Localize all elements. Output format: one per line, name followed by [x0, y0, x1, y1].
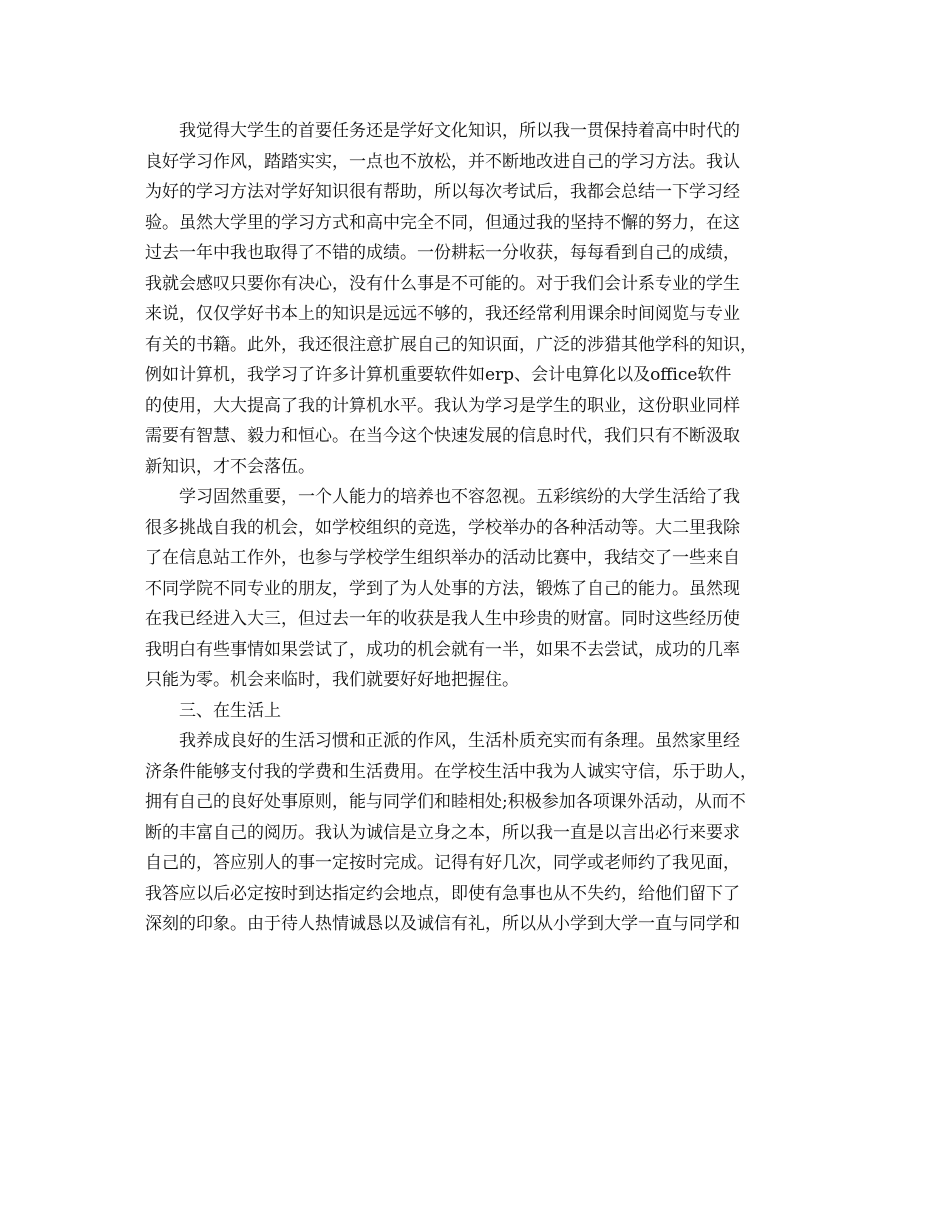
- paragraph-line: 为好的学习方法对学好知识很有帮助，所以每次考试后，我都会总结一下学习经: [145, 182, 740, 202]
- paragraph-line: 只能为零。机会来临时，我们就要好好地把握住。: [145, 670, 519, 690]
- paragraph-line: 的使用，大大提高了我的计算机水平。我认为学习是学生的职业，这份职业同样: [145, 395, 740, 416]
- paragraph-line: 验。虽然大学里的学习方式和高中完全不同，但通过我的坚持不懈的努力，在这: [145, 212, 740, 233]
- paragraph-line: 有关的书籍。此外，我还很注意扩展自己的知识面，广泛的涉猎其他学科的知识，: [145, 334, 757, 355]
- paragraph-line: 我就会感叹只要你有决心，没有什么事是不可能的。对于我们会计系专业的学生: [145, 273, 740, 294]
- paragraph-line: 很多挑战自我的机会，如学校组织的竞选，学校举办的各种活动等。大二里我除: [145, 517, 740, 538]
- paragraph-line: 我养成良好的生活习惯和正派的作风，生活朴质充实而有条理。虽然家里经: [179, 731, 740, 751]
- paragraph-line: 深刻的印象。由于待人热情诚恳以及诚信有礼，所以从小学到大学一直与同学和: [145, 914, 740, 934]
- paragraph-line: 我觉得大学生的首要任务还是学好文化知识，所以我一贯保持着高中时代的: [179, 121, 740, 141]
- paragraph-line: 学习固然重要，一个人能力的培养也不容忽视。五彩缤纷的大学生活给了我: [179, 487, 740, 507]
- section-heading: 三、在生活上: [179, 700, 281, 721]
- paragraph-line: 例如计算机，我学习了许多计算机重要软件如erp、会计电算化以及office软件: [145, 365, 732, 385]
- paragraph-line: 济条件能够支付我的学费和生活费用。在学校生活中我为人诚实守信，乐于助人，: [145, 761, 757, 782]
- paragraph-line: 在我已经进入大三，但过去一年的收获是我人生中珍贵的财富。同时这些经历使: [145, 609, 740, 629]
- paragraph-line: 断的丰富自己的阅历。我认为诚信是立身之本，所以我一直是以言出必行来要求: [145, 822, 740, 843]
- paragraph-line: 来说，仅仅学好书本上的知识是远远不够的，我还经常利用课余时间阅览与专业: [145, 304, 740, 324]
- paragraph-line: 需要有智慧、毅力和恒心。在当今这个快速发展的信息时代，我们只有不断汲取: [145, 426, 740, 446]
- paragraph-line: 自己的，答应别人的事一定按时完成。记得有好几次，同学或老师约了我见面，: [145, 853, 740, 873]
- paragraph-line: 过去一年中我也取得了不错的成绩。一份耕耘一分收获，每每看到自己的成绩，: [145, 243, 740, 263]
- paragraph-line: 不同学院不同专业的朋友，学到了为人处事的方法，锻炼了自己的能力。虽然现: [145, 578, 740, 599]
- paragraph-line: 拥有自己的良好处事原则，能与同学们和睦相处;积极参加各项课外活动，从而不: [145, 792, 746, 812]
- body-text: [145, 116, 805, 940]
- paragraph-line: 新知识，才不会落伍。: [145, 456, 315, 477]
- paragraph-line: 我明白有些事情如果尝试了，成功的机会就有一半，如果不去尝试，成功的几率: [145, 639, 740, 660]
- paragraph-line: 我答应以后必定按时到达指定约会地点，即使有急事也从不失约，给他们留下了: [145, 883, 740, 904]
- paragraph-line: 了在信息站工作外，也参与学校学生组织举办的活动比赛中，我结交了一些来自: [145, 548, 740, 568]
- paragraph-line: 良好学习作风，踏踏实实，一点也不放松，并不断地改进自己的学习方法。我认: [145, 151, 740, 172]
